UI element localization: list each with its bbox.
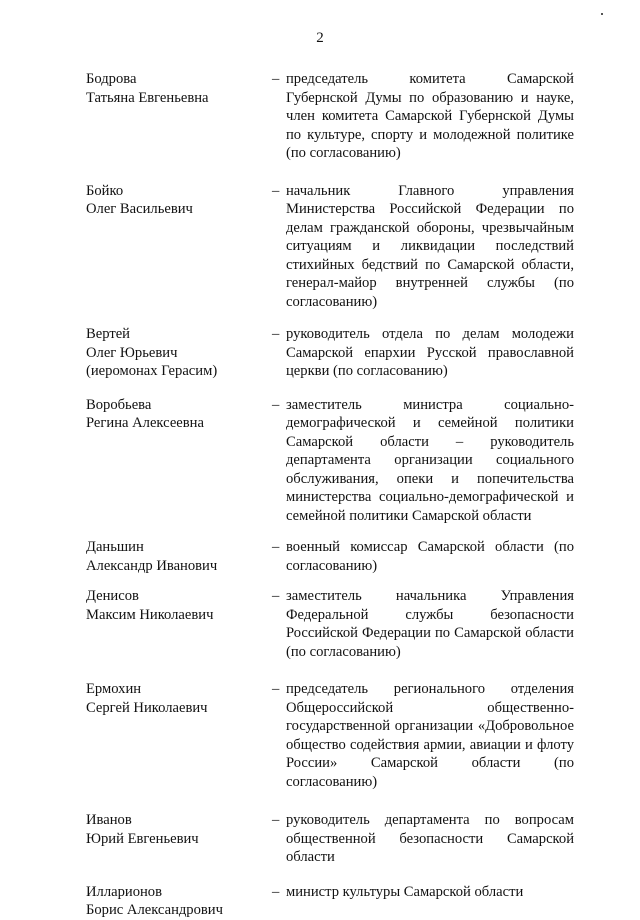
member-surname: Бойко: [86, 182, 124, 199]
member-role: руководитель департамента по вопросам общественной безопасности Самарской области: [286, 812, 574, 865]
member-name: [86, 396, 272, 526]
member-given-names: Олег Юрьевич: [86, 344, 178, 361]
member-role: заместитель начальника Управления Федеральной службы безопасности Российской Федерации по Самарской области (по согласованию): [286, 588, 574, 660]
member-role: начальник Главного управления Министерства Российской Федерации по делам гражданской обороны, чрезвычайным ситуациям и ликвидации последствий стихийных бедствий по Самарской области, генерал-майор внутренней службы (по согласованию): [286, 182, 574, 310]
scan-speck: [601, 13, 603, 15]
dash-separator: –: [272, 326, 280, 342]
member-role: руководитель отдела по делам молодежи Самарской епархии Русской православной церкви (по согласованию): [286, 326, 574, 379]
member-list: [86, 70, 576, 920]
list-item: [86, 883, 576, 920]
member-surname: Бодрова: [86, 71, 137, 87]
member-role: военный комиссар Самарской области (по согласованию): [286, 539, 574, 574]
list-item: [86, 680, 576, 791]
dash-separator: –: [272, 396, 280, 413]
member-given-names: Максим Николаевич: [86, 606, 214, 623]
member-surname: Вертей: [86, 326, 130, 342]
list-item: [86, 538, 576, 575]
member-role: заместитель министра социально-демографической и семейной политики Самарской области – руководитель департамента организации социального обслуживания, опеки и попечительства министерства социально-демографической и семейной политики Самарской области: [286, 396, 574, 524]
dash-separator: –: [272, 883, 280, 900]
member-given-names: Сергей Николаевич: [86, 699, 208, 716]
member-name: [86, 883, 272, 920]
list-item: [86, 811, 576, 867]
list-item: [86, 325, 576, 381]
member-given-names: Регина Алексеевна: [86, 415, 204, 431]
member-religious-name: (иеромонах Герасим): [86, 363, 218, 379]
member-name: [86, 587, 272, 661]
list-item: [86, 396, 576, 526]
dash-separator: –: [272, 812, 280, 828]
member-surname: Ермохин: [86, 681, 142, 697]
dash-separator: –: [272, 71, 280, 87]
member-given-names: Олег Васильевич: [86, 201, 193, 217]
member-given-names: Александр Иванович: [86, 557, 218, 574]
member-surname: Илларионов: [86, 883, 162, 900]
dash-separator: –: [272, 681, 280, 697]
list-item: [86, 182, 576, 312]
member-role: председатель комитета Самарской Губернской Думы по образованию и науке, член комитета Самарской Губернской Думы по культуре, спорту и молодежной политике (по согласованию): [286, 71, 574, 161]
member-surname: Денисов: [86, 588, 139, 604]
member-name: [86, 538, 272, 575]
list-item: [86, 70, 576, 163]
member-role: председатель регионального отделения Общероссийской общественно-государственной организации «Добровольное общество содействия армии, авиации и флоту России» Самарской области (по согласованию): [286, 681, 574, 790]
member-name: [86, 182, 272, 312]
member-name: [86, 70, 272, 163]
member-given-names: Юрий Евгеньевич: [86, 830, 199, 847]
list-item: [86, 587, 576, 661]
member-role: министр культуры Самарской области: [286, 883, 524, 900]
member-name: [86, 325, 272, 381]
member-surname: Воробьева: [86, 396, 152, 413]
dash-separator: –: [272, 539, 280, 555]
member-name: [86, 811, 272, 867]
member-given-names: Борис Александрович: [86, 902, 223, 918]
member-given-names: Татьяна Евгеньевна: [86, 89, 209, 106]
member-surname: Даньшин: [86, 539, 144, 555]
dash-separator: –: [272, 182, 280, 199]
page-number: 2: [316, 30, 324, 46]
member-name: [86, 680, 272, 791]
member-surname: Иванов: [86, 812, 132, 828]
dash-separator: –: [272, 588, 280, 604]
